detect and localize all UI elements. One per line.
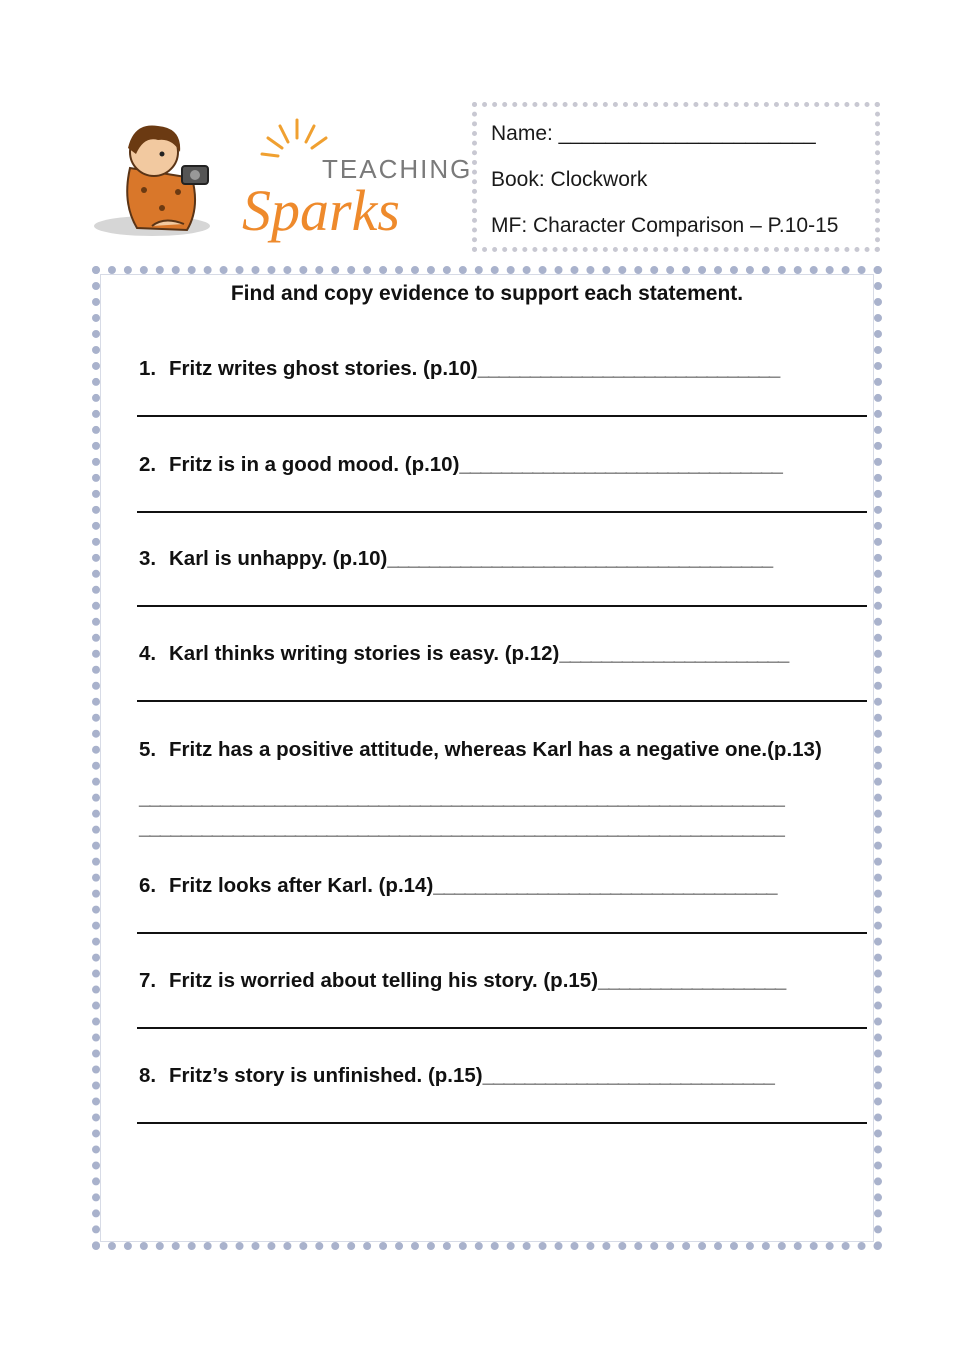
answer-blank[interactable]: ____________________________ bbox=[482, 1064, 774, 1087]
book-label: Book: Clockwork bbox=[491, 168, 648, 191]
answer-line[interactable] bbox=[137, 932, 867, 934]
brand-sparks: Sparks bbox=[242, 178, 400, 243]
question-5: 5. Fritz has a positive attitude, whereas Karl has a negative one.(p.13) bbox=[139, 738, 822, 761]
question-7: 7. Fritz is worried about telling his story. (p.15)__________________ bbox=[139, 969, 786, 992]
student-info-box bbox=[472, 102, 880, 252]
spark-sun-icon bbox=[262, 120, 326, 156]
brand-teaching: TEACHING bbox=[322, 154, 473, 184]
answer-blank[interactable]: _________________________________ bbox=[433, 874, 777, 897]
answer-blank[interactable]: _______________________________ bbox=[459, 453, 782, 476]
instruction-text: Find and copy evidence to support each statement. bbox=[230, 282, 744, 305]
question-3: 3. Karl is unhappy. (p.10)_____________________________________ bbox=[139, 547, 773, 570]
question-8: 8. Fritz’s story is unfinished. (p.15)____________________________ bbox=[139, 1064, 774, 1087]
answer-line[interactable]: ______________________________________________________________ bbox=[139, 786, 784, 809]
answer-blank[interactable]: _____________________________ bbox=[477, 357, 780, 380]
question-4: 4. Karl thinks writing stories is easy. (p.12)______________________ bbox=[139, 642, 789, 665]
teaching-sparks-logo bbox=[92, 108, 473, 248]
answer-blank[interactable]: __________________ bbox=[598, 969, 786, 992]
answer-line[interactable] bbox=[137, 415, 867, 417]
question-6: 6. Fritz looks after Karl. (p.14)_________________________________ bbox=[139, 874, 777, 897]
answer-line[interactable] bbox=[137, 605, 867, 607]
answer-line[interactable] bbox=[137, 511, 867, 513]
answer-blank[interactable]: ______________________ bbox=[559, 642, 789, 665]
answer-line[interactable]: ______________________________________________________________ bbox=[139, 816, 784, 839]
answer-line[interactable] bbox=[137, 1027, 867, 1029]
mf-label: MF: Character Comparison – P.10-15 bbox=[491, 214, 839, 237]
answer-blank[interactable]: _____________________________________ bbox=[387, 547, 773, 570]
answer-line[interactable] bbox=[137, 700, 867, 702]
caveman-mascot-icon bbox=[127, 125, 208, 230]
answer-line[interactable] bbox=[137, 1122, 867, 1124]
name-field[interactable]: Name: ______________________ bbox=[491, 122, 816, 145]
question-2: 2. Fritz is in a good mood. (p.10)_______________________________ bbox=[139, 453, 782, 476]
question-1: 1. Fritz writes ghost stories. (p.10)_____________________________ bbox=[139, 357, 780, 380]
